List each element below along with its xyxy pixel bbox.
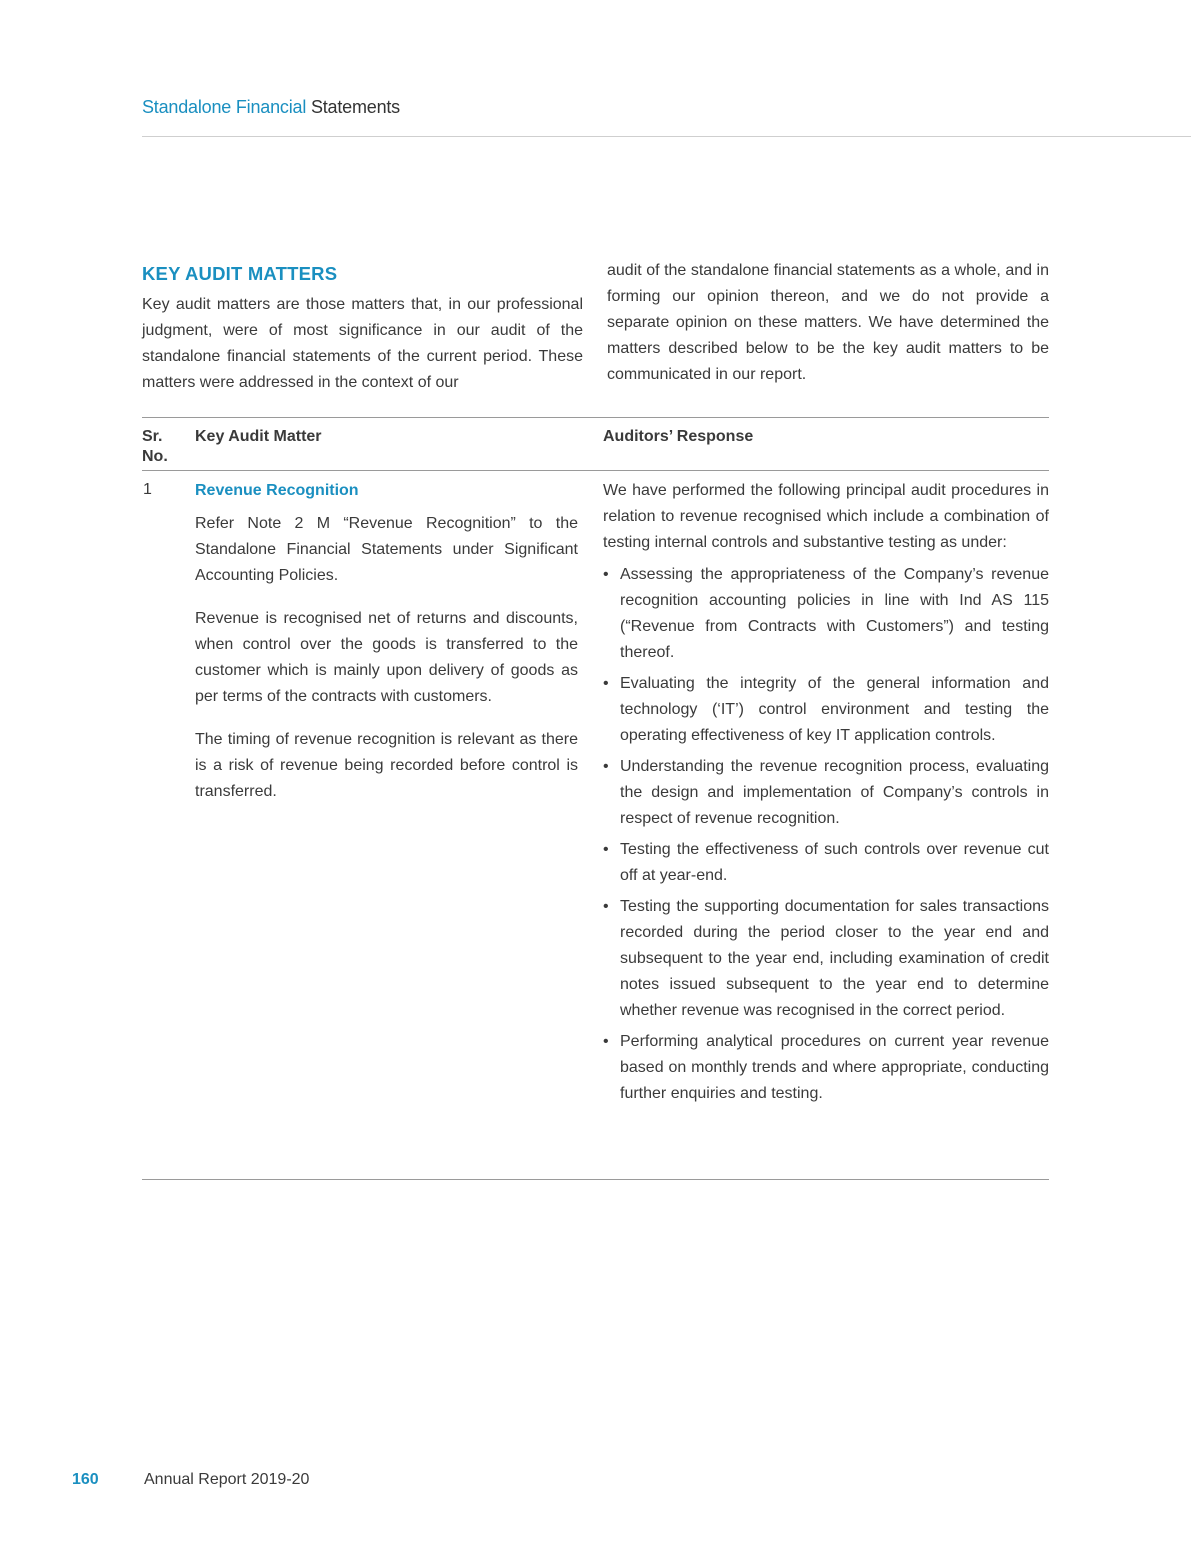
intro-paragraph-right: audit of the standalone financial statements as a whole, and in forming our opinion thereon, and we do not provide a separate opinion on these matters. We have determined the matters described below to be the key audit matters to be communicated in our report. <box>607 262 1049 383</box>
table-header-rule <box>142 470 1049 471</box>
header-sr-line2: No. <box>142 448 168 465</box>
table-top-rule <box>142 417 1049 418</box>
bullet-icon: • <box>603 566 609 583</box>
response-bullet-list <box>603 562 1049 1107</box>
bullet-text: Testing the effectiveness of such controls over revenue cut off at year-end. <box>620 841 1049 884</box>
section-title: KEY AUDIT MATTERS <box>142 263 338 284</box>
list-item <box>603 562 1049 666</box>
list-item <box>603 837 1049 889</box>
bullet-text: Performing analytical procedures on current year revenue based on monthly trends and where appropriate, conducting further enquiries and testing. <box>620 1033 1049 1102</box>
header-key-audit-matter: Key Audit Matter <box>195 428 322 445</box>
bullet-icon: • <box>603 841 609 858</box>
row-sr-number: 1 <box>143 481 152 498</box>
intro-paragraph-left: Key audit matters are those matters that, in our professional judgment, were of most significance in our audit of the standalone financial statements of the current period. These matters were addressed in the context of our <box>142 296 583 391</box>
bullet-icon: • <box>603 675 609 692</box>
report-title: Annual Report 2019-20 <box>144 1471 310 1488</box>
header-sr-no <box>142 427 168 467</box>
header-auditors-response: Auditors’ Response <box>603 428 754 445</box>
list-item <box>603 1029 1049 1107</box>
header-sr-line1: Sr. <box>142 428 163 445</box>
auditors-response-cell <box>603 478 1049 1112</box>
table-bottom-rule <box>142 1179 1049 1180</box>
bullet-text: Understanding the revenue recognition process, evaluating the design and implementation of Company’s controls in respect of revenue recognition. <box>620 758 1049 827</box>
list-item <box>603 671 1049 749</box>
bullet-text: Evaluating the integrity of the general information and technology (‘IT’) control environment and testing the operating effectiveness of key IT application controls. <box>620 675 1049 744</box>
bullet-text: Assessing the appropriateness of the Company’s revenue recognition accounting policies in line with Ind AS 115 (“Revenue from Contracts with Customers”) and testing thereof. <box>620 566 1049 661</box>
matter-paragraph: The timing of revenue recognition is relevant as there is a risk of revenue being recorded before control is transferred. <box>195 731 578 800</box>
matter-title: Revenue Recognition <box>195 482 359 499</box>
page-number: 160 <box>72 1471 99 1488</box>
list-item <box>603 754 1049 832</box>
bullet-icon: • <box>603 758 609 775</box>
header-accent: Standalone Financial <box>142 97 307 117</box>
bullet-icon: • <box>603 1033 609 1050</box>
key-audit-matter-cell <box>195 479 578 805</box>
bullet-icon: • <box>603 898 609 915</box>
list-item <box>603 894 1049 1024</box>
header-divider <box>142 136 1191 137</box>
matter-paragraph: Revenue is recognised net of returns and discounts, when control over the goods is transferred to the customer which is mainly upon delivery of goods as per terms of the contracts with customers. <box>195 610 578 705</box>
response-intro: We have performed the following principal audit procedures in relation to revenue recognised which include a combination of testing internal controls and substantive testing as under: <box>603 482 1049 551</box>
header-rest: Statements <box>310 97 400 117</box>
bullet-text: Testing the supporting documentation for sales transactions recorded during the period closer to the year end and subsequent to the year end, including examination of credit notes issued subsequent to the year end to determine whether revenue was recognised in the correct period. <box>620 898 1049 1019</box>
matter-paragraph: Refer Note 2 M “Revenue Recognition” to the Standalone Financial Statements under Significant Accounting Policies. <box>195 515 578 584</box>
page-header <box>142 97 400 118</box>
